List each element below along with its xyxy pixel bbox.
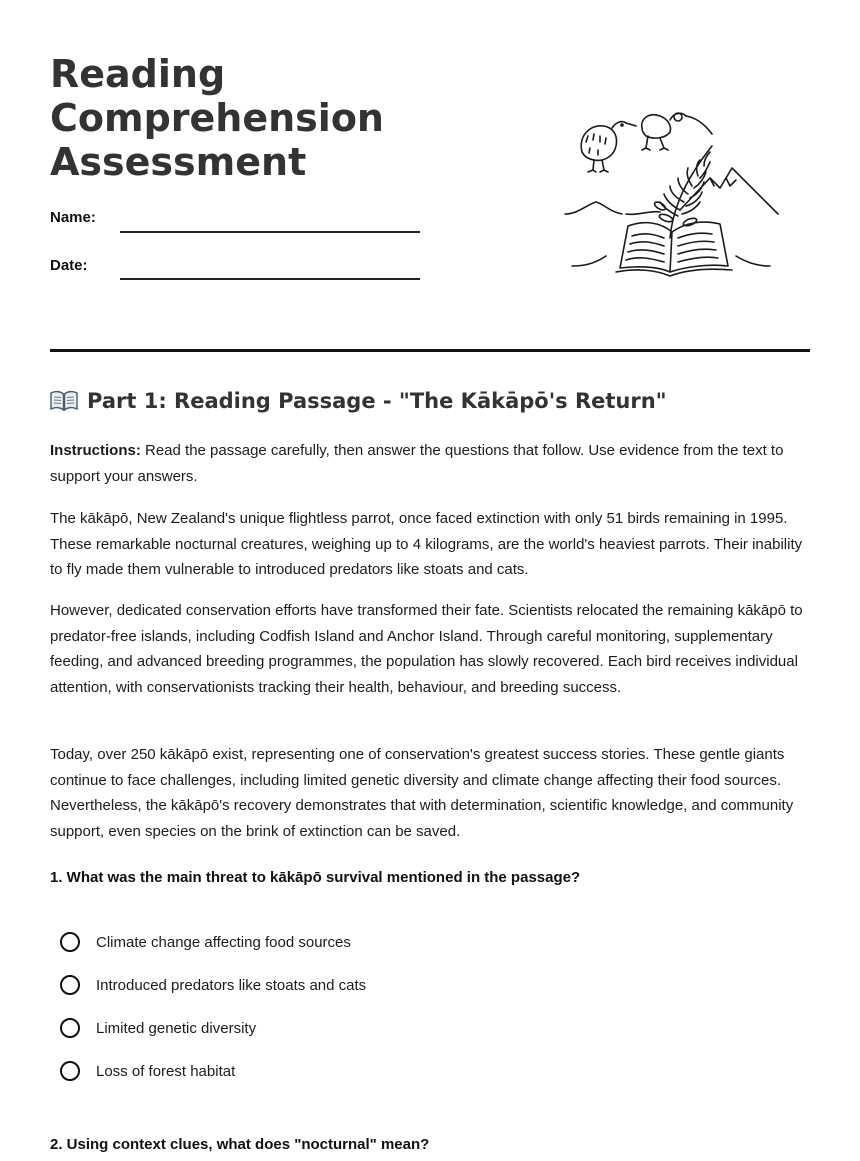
radio-button[interactable]: [60, 975, 80, 995]
radio-button[interactable]: [60, 1018, 80, 1038]
section-divider: [50, 349, 810, 352]
name-label: Name:: [50, 209, 96, 226]
page-title: Reading Comprehension Assessment: [50, 52, 384, 184]
open-book-icon: [616, 222, 732, 276]
kiwi-bird-icon: [642, 113, 712, 150]
option-label: Introduced predators like stoats and cats: [96, 976, 367, 994]
question-2: 2. Using context clues, what does "nocturnal" mean?: [50, 1136, 430, 1153]
passage-paragraph: The kākāpō, New Zealand's unique flightless parrot, once faced extinction with only 51 birds remaining in 1995. These remarkable nocturnal creatures, weighing up to 4 kilograms, are the world's heaviest parrots. Their inability to fly made them vulnerable to introduced predators like stoats and cats.: [50, 510, 803, 579]
instructions-label: Instructions:: [50, 442, 141, 459]
radio-button[interactable]: [60, 1061, 80, 1081]
part1-title: Part 1: Reading Passage - "The Kākāpō's Return": [87, 389, 667, 413]
answer-option[interactable]: [60, 975, 366, 995]
name-field[interactable]: [120, 231, 420, 233]
open-book-icon: [50, 390, 78, 412]
answer-option[interactable]: [60, 1018, 256, 1038]
instructions: [50, 438, 814, 489]
part1-heading: [50, 389, 667, 413]
kiwi-book-mountain-illustration: [560, 106, 785, 278]
option-label: Climate change affecting food sources: [96, 933, 351, 951]
fern-icon: [653, 146, 712, 238]
radio-button[interactable]: [60, 932, 80, 952]
answer-option[interactable]: [60, 932, 351, 952]
passage-paragraph: Today, over 250 kākāpō exist, representing one of conservation's greatest success stories. These gentle giants continue to face challenges, including limited genetic diversity and climate change affecting their food sources. Nevertheless, the kākāpō's recovery demonstrates that with determination, scientific knowledge, and community support, even species on the brink of extinction can be saved.: [50, 746, 794, 840]
instructions-text: Read the passage carefully, then answer the questions that follow. Use evidence from the text to support your answers.: [50, 442, 784, 485]
date-label: Date:: [50, 257, 88, 274]
kiwi-bird-icon: [581, 122, 636, 172]
date-field[interactable]: [120, 278, 420, 280]
option-label: Loss of forest habitat: [96, 1062, 236, 1080]
question-1: 1. What was the main threat to kākāpō survival mentioned in the passage?: [50, 869, 581, 886]
option-label: Limited genetic diversity: [96, 1019, 257, 1037]
passage-paragraph: However, dedicated conservation efforts have transformed their fate. Scientists relocated the remaining kākāpō to predator-free islands, including Codfish Island and Anchor Island. Through careful monitoring, supplementary feeding, and advanced breeding programmes, the population has slowly recovered. Each bird receives individual attention, with conservationists tracking their health, behaviour, and breeding success.: [50, 602, 803, 696]
answer-option[interactable]: [60, 1061, 235, 1081]
